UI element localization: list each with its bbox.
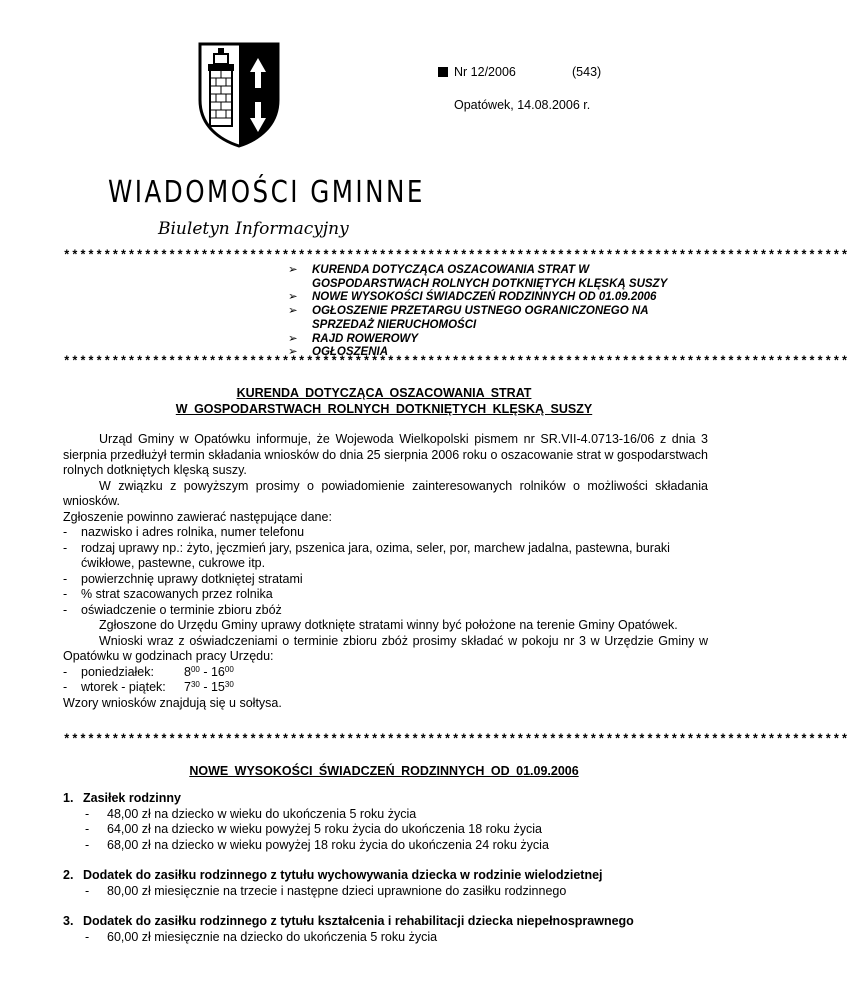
paragraph: Urząd Gminy w Opatówku informuje, że Wojewoda Wielkopolski pismem nr SR.VII-4.0713-16/06 z dnia 3 sierpnia przedłużył termin składania wniosków do dnia 25 sierpnia 2006 roku o oszacowanie strat w gospodarstwach rolnych dotkniętych klęską suszy.: [63, 432, 708, 477]
section-title: KURENDA DOTYCZĄCA OSZACOWANIA STRAT: [236, 386, 532, 400]
arrow-bullet-icon: ➢: [288, 291, 298, 304]
coat-of-arms-icon: [196, 40, 282, 148]
section-title: NOWE WYSOKOŚCI ŚWIADCZEŃ RODZINNYCH OD 01.09.2006: [189, 764, 579, 778]
benefit-group: [63, 791, 713, 853]
list-item: - 68,00 zł na dziecko w wieku powyżej 18 roku życia do ukończenia 24 roku życia: [85, 837, 549, 852]
toc-item: ➢ OGŁOSZENIE PRZETARGU USTNEGO OGRANICZONEGO NA SPRZEDAŻ NIERUCHOMOŚCI: [288, 305, 649, 331]
list-item: - 60,00 zł miesięcznie na dziecko do ukończenia 5 roku życia: [85, 929, 438, 944]
separator: *************************************************************************************************: [63, 355, 849, 369]
list-item: - % strat szacowanych przez rolnika: [63, 587, 273, 601]
toc-item: ➢ NOWE WYSOKOŚCI ŚWIADCZEŃ RODZINNYCH OD 01.09.2006: [288, 291, 657, 304]
arrow-bullet-icon: ➢: [288, 332, 298, 345]
benefit-group: [63, 914, 713, 945]
benefit-group-title: 2. Dodatek do zasiłku rodzinnego z tytułu wychowywania dziecka w rodzinie wielodzietnej: [63, 868, 603, 882]
masthead-subtitle: Biuletyn Informacyjny: [158, 219, 349, 239]
benefit-group-title: 3. Dodatek do zasiłku rodzinnego z tytułu kształcenia i rehabilitacji dziecka niepełnosprawnego: [63, 914, 634, 928]
list-item: - rodzaj uprawy np.: żyto, jęczmień jary, pszenica jara, ozima, seler, por, marchew jadalna, pastewna, buraki ćwikłowe, pastewne, cukrowe itp.: [63, 540, 670, 570]
paragraph: Wnioski wraz z oświadczeniami o terminie zbioru zbóż prosimy składać w pokoju nr 3 w Urzędzie Gminy w Opatówku w godzinach pracy Urzędu:: [63, 633, 708, 663]
masthead-title: WIADOMOŚCI GMINNE: [108, 175, 425, 210]
paragraph: Zgłoszenie powinno zawierać następujące dane:: [63, 509, 332, 524]
square-bullet-icon: [438, 67, 448, 77]
list-item: - 64,00 zł na dziecko w wieku powyżej 5 roku życia do ukończenia 18 roku życia: [85, 822, 542, 836]
section-title: W GOSPODARSTWACH ROLNYCH DOTKNIĘTYCH KLĘSKĄ SUSZY: [175, 402, 593, 416]
table-of-contents: [288, 264, 712, 360]
paragraph: W związku z powyższym prosimy o powiadomienie zainteresowanych rolników o możliwości składania wniosków.: [63, 478, 708, 508]
benefit-group: [63, 868, 713, 899]
office-hours-row: - poniedziałek: $8^{00} - 16^{00}$: [63, 664, 234, 679]
separator: *************************************************************************************************: [63, 249, 849, 263]
arrow-bullet-icon: ➢: [288, 346, 298, 359]
list-item: - 48,00 zł na dziecko w wieku do ukończenia 5 roku życia: [85, 806, 417, 821]
paragraph: Wzory wniosków znajdują się u sołtysa.: [63, 695, 282, 710]
toc-item: ➢ KURENDA DOTYCZĄCA OSZACOWANIA STRAT W GOSPODARSTWACH ROLNYCH DOTKNIĘTYCH KLĘSKĄ SUSZY: [288, 264, 668, 290]
separator: *************************************************************************************************: [63, 733, 849, 747]
list-item: - 80,00 zł miesięcznie na trzecie i następne dzieci uprawnione do zasiłku rodzinnego: [85, 883, 567, 898]
office-hours-row: - wtorek - piątek: $7^{30} - 15^{30}$: [63, 680, 234, 694]
issue-info: [438, 65, 602, 79]
list-item: - oświadczenie o terminie zbioru zbóż: [63, 602, 282, 617]
place-date: Opatówek, 14.08.2006 r.: [454, 98, 591, 112]
list-item: - nazwisko i adres rolnika, numer telefonu: [63, 525, 305, 539]
arrow-bullet-icon: ➢: [288, 305, 298, 318]
paragraph: Zgłoszone do Urzędu Gminy uprawy dotknięte stratami winny być położone na terenie Gminy Opatówek.: [99, 618, 678, 632]
benefit-group-title: 1. Zasiłek rodzinny: [63, 791, 181, 805]
list-item: - powierzchnię uprawy dotkniętej stratami: [63, 571, 303, 586]
issue-overall: (543): [572, 65, 602, 79]
toc-item: ➢ OGŁOSZENIA: [288, 346, 389, 359]
issue-number: Nr 12/2006: [454, 65, 516, 79]
arrow-bullet-icon: ➢: [288, 264, 298, 276]
section-body: [63, 432, 708, 711]
toc-item: ➢ RAJD ROWEROWY: [288, 332, 419, 345]
